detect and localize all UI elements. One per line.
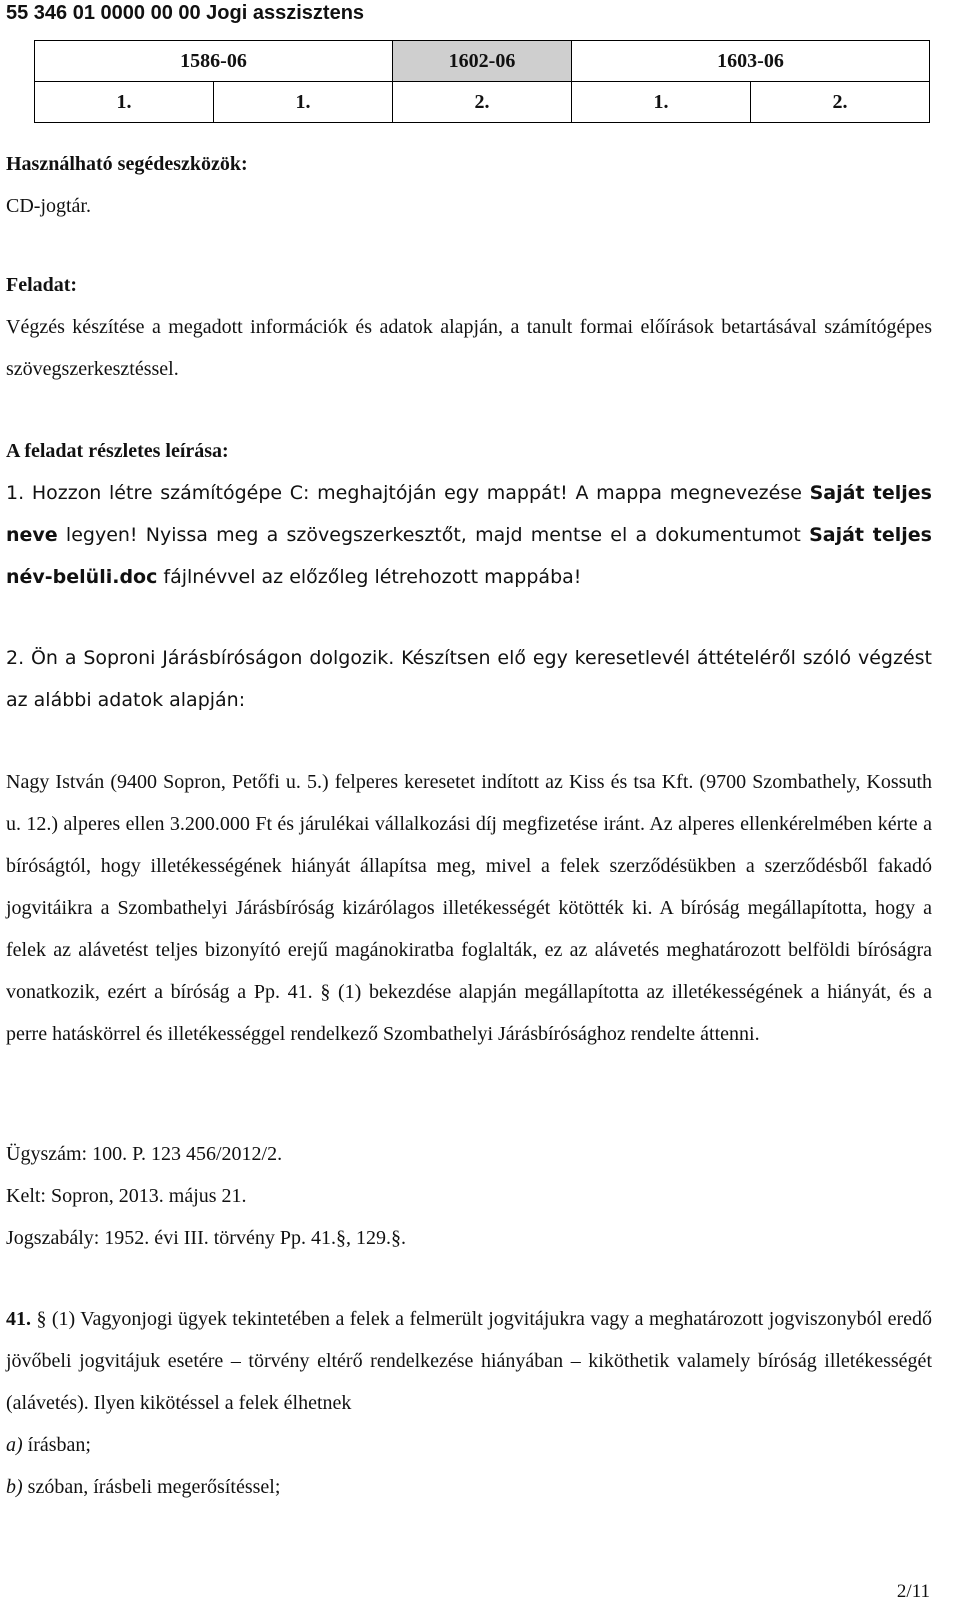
law-item-b-text: szóban, írásbeli megerősítéssel; <box>22 1476 281 1498</box>
item1-text: fájlnévvel az előzőleg létrehozott mappába! <box>157 566 582 588</box>
case-meta <box>6 1133 932 1259</box>
number-cell: 1. <box>35 82 214 123</box>
number-cell: 1. <box>214 82 393 123</box>
page-number: 2/11 <box>896 1581 930 1602</box>
law-item-a-label: a) <box>6 1434 23 1456</box>
item1-text: legyen! Nyissa meg a szövegszerkesztőt, majd mentse el a dokumentumot <box>57 524 810 546</box>
table-row <box>35 82 930 123</box>
tools-text: CD-jogtár. <box>6 195 91 217</box>
number-cell: 2. <box>751 82 930 123</box>
task-heading: Feladat: <box>6 274 78 296</box>
item1-bold-filename: Saját teljes név-belüli.doc <box>6 524 932 588</box>
law-paragraph <box>6 1298 932 1424</box>
law-item-b-label: b) <box>6 1476 23 1498</box>
table-row <box>35 41 930 82</box>
details-item-1 <box>6 472 932 598</box>
details-item-2: 2. Ön a Soproni Járásbíróságon dolgozik. Készítsen elő egy keresetlevél áttételéről szóló végzést az alábbi adatok alapján: <box>6 647 932 711</box>
item1-text: 1. Hozzon létre számítógépe C: meghajtóján egy mappát! A mappa megnevezése <box>6 482 810 504</box>
case-law: Jogszabály: 1952. évi III. törvény Pp. 41.§, 129.§. <box>6 1227 406 1249</box>
case-description <box>6 761 932 1055</box>
case-date: Kelt: Sopron, 2013. május 21. <box>6 1185 247 1207</box>
details-heading: A feladat részletes leírása: <box>6 440 229 462</box>
law-number: 41. <box>6 1308 31 1330</box>
tools-heading: Használható segédeszközök: <box>6 153 248 175</box>
law-excerpt <box>6 1298 932 1508</box>
law-item-a <box>6 1424 932 1466</box>
code-cell: 1602-06 <box>393 41 572 82</box>
case-number: Ügyszám: 100. P. 123 456/2012/2. <box>6 1143 283 1165</box>
number-cell: 2. <box>393 82 572 123</box>
task-section <box>6 264 932 390</box>
tools-section <box>6 143 932 227</box>
law-item-b <box>6 1466 932 1508</box>
item1-bold-folder: Saját teljes neve <box>6 482 932 546</box>
code-cell: 1603-06 <box>572 41 930 82</box>
case-text: Nagy István (9400 Sopron, Petőfi u. 5.) felperes keresetet indított az Kiss és tsa Kft. (9700 Szombathely, Kossuth u. 12.) alperes ellen 3.200.000 Ft és járulékai vállalkozási díj megfizetése iránt. Az alperes ellenkérelmében kérte a bíróságtól, hogy illetékességének hiányát állapítsa meg, mivel a felek szerződésükben a szerződésből fakadó jogvitáikra a Szombathelyi Járásbíróság kizárólagos illetékességét kötötték ki. A bíróság megállapította, hogy a felek az alávetést teljes bizonyító erejű magánokiratba foglalták, ez az alávetés meghatározott belföldi bíróságra vonatkozik, ezért a bíróság a Pp. 41. § (1) bekezdése alapján megállapította az illetékességének a hiányát, és a perre hatáskörrel és illetékességgel rendelkező Szombathelyi Járásbírósághoz rendelte áttenni. <box>6 771 932 1045</box>
module-codes-table <box>34 40 930 123</box>
details-section <box>6 430 932 721</box>
number-cell: 1. <box>572 82 751 123</box>
code-cell: 1586-06 <box>35 41 393 82</box>
law-body: § (1) Vagyonjogi ügyek tekintetében a felek a felmerült jogvitájukra vagy a meghatározott jogviszonyból eredő jövőbeli jogvitájuk esetére – törvény eltérő rendelkezése hiányában – kiköthetik valamely bíróság illetékességét (alávetés). Ilyen kikötéssel a felek élhetnek <box>6 1308 932 1414</box>
task-text: Végzés készítése a megadott információk és adatok alapján, a tanult formai előírások betartásával számítógépes szövegszerkesztéssel. <box>6 316 932 380</box>
law-item-a-text: írásban; <box>22 1434 91 1456</box>
document-header: 55 346 01 0000 00 00 Jogi asszisztens <box>6 2 365 24</box>
